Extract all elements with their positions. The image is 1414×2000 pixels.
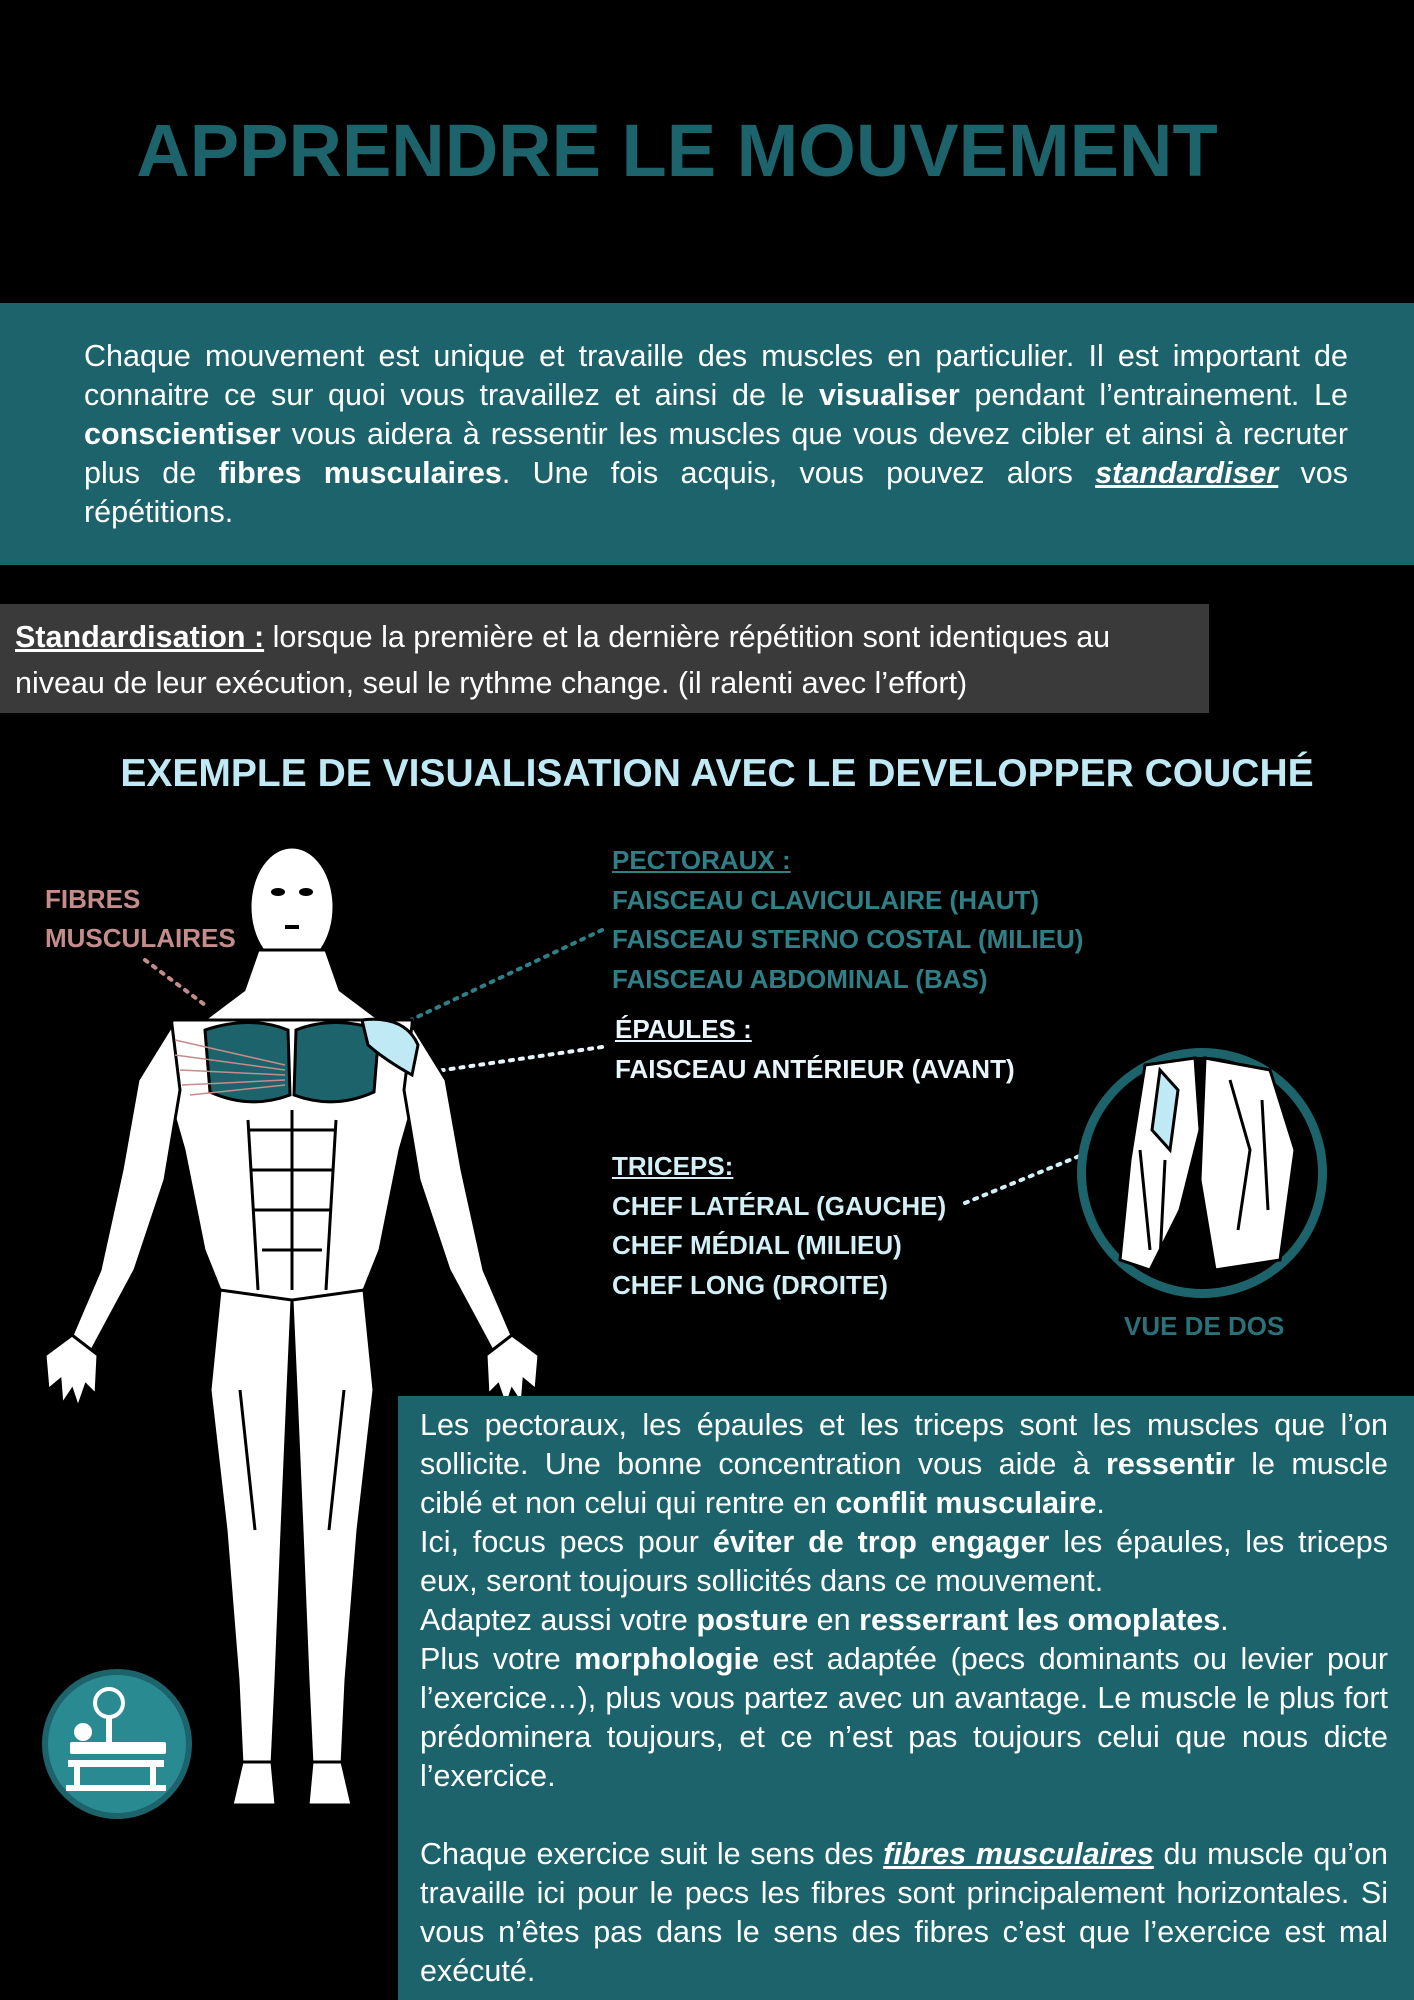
triceps-label: TRICEPS: CHEF LATÉRAL (GAUCHE) CHEF MÉDIAL (MILIEU) CHEF LONG (DROITE) xyxy=(612,1151,947,1300)
standardisation-definition xyxy=(0,604,1209,713)
vue-de-dos-label: VUE DE DOS xyxy=(1124,1311,1285,1341)
intro-panel xyxy=(0,303,1414,565)
intro-text: Chaque mouvement est unique et travaille des muscles en particulier. Il est important de connaitre ce sur quoi vous travaillez et ainsi de le visualiser pendant l’entrainement. Le conscientiser vous aidera à ressentir les muscles que vous devez cibler et ainsi à recruter plus de fibres musculaires. Une fois acquis, vous pouvez alors standardiser vos répétitions. xyxy=(84,339,1349,529)
explanation-panel xyxy=(398,1396,1414,2000)
page-title: APPRENDRE LE MOUVEMENT xyxy=(136,109,1218,192)
explanation-text: Les pectoraux, les épaules et les triceps sont les muscles que l’on sollicite. Une bonne concentration vous aide à ressentir le muscle ciblé et non celui qui rentre en conflit musculaire. Ici, focus pecs pour éviter de trop engager les épaules, les triceps eux, seront toujours sollicités dans ce mouvement. Adaptez aussi votre posture en resserrant les omoplates. Plus votre morphologie est adaptée (pecs dominants ou levier pour l’exercice…), plus vous partez avec un avantage. Le muscle le plus fort prédominera toujours, et ce n’est pas toujours celui que nous dicte l’exercice. Chaque exercice suit le sens des fibres musculaires du muscle qu’on travaille ici pour le pecs les fibres sont principalement horizontales. Si vous n’êtes pas dans le sens des fibres c’est que l’exercice est mal exécuté. xyxy=(420,1408,1389,1988)
fibres-label: FIBRES MUSCULAIRES xyxy=(45,884,236,953)
bench-press-icon xyxy=(45,1672,189,1816)
section-title: EXEMPLE DE VISUALISATION AVEC LE DEVELOPPER COUCHÉ xyxy=(120,752,1314,795)
definition-term: Standardisation : xyxy=(15,620,265,654)
epaules-label: ÉPAULES : FAISCEAU ANTÉRIEUR (AVANT) xyxy=(615,1014,1015,1084)
definition-text: lorsque la première et la dernière répétition sont identiques au niveau de leur exécution, seul le rythme change. (il ralenti avec l’effort) xyxy=(15,620,1111,700)
pectoraux-label: PECTORAUX : FAISCEAU CLAVICULAIRE (HAUT) FAISCEAU STERNO COSTAL (MILIEU) FAISCEAU ABDOMINAL (BAS) xyxy=(612,845,1084,994)
